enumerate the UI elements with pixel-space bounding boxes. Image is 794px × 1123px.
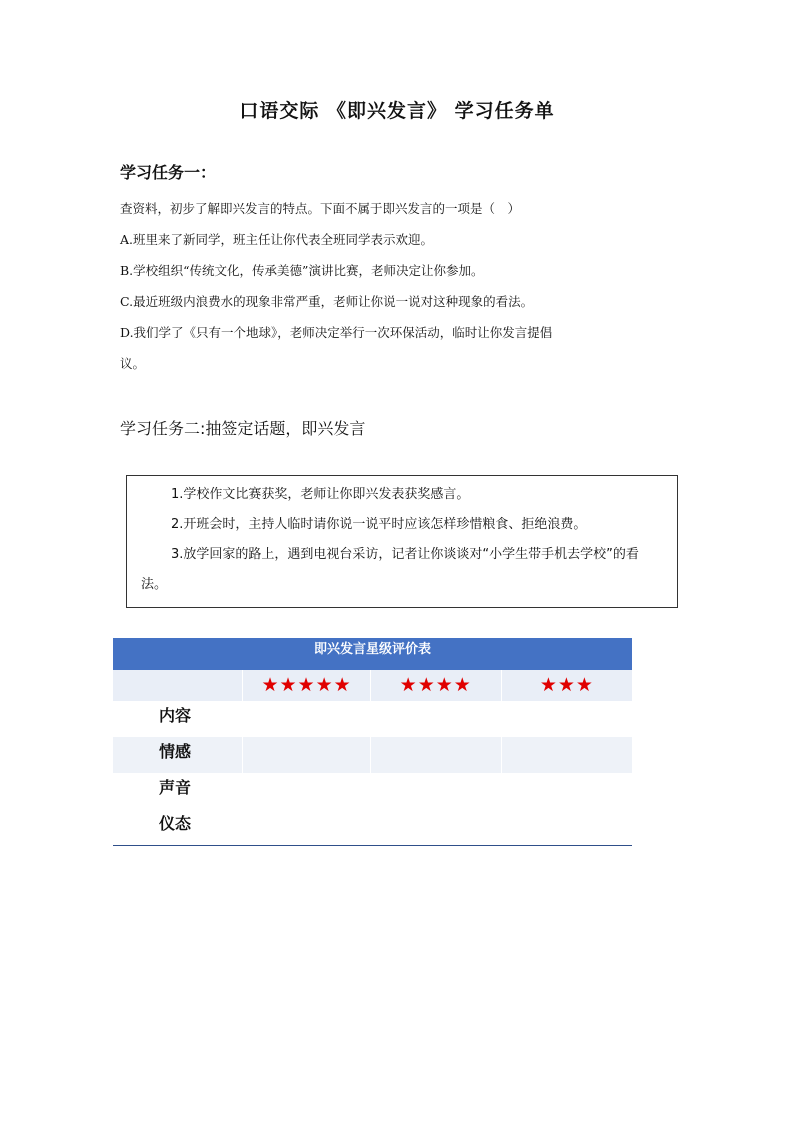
table-bottom-border [113,845,632,846]
criteria-row-manner [113,809,632,845]
stars-row [113,670,632,701]
task1-heading: 学习任务一： [120,163,217,182]
topic-box [126,475,678,608]
criteria-row-content [113,701,632,737]
task1-question: 查资料，初步了解即兴发言的特点。下面不属于即兴发言的一项是（ ） [120,201,521,216]
task1-option-a: A.班里来了新同学，班主任让你代表全班同学表示欢迎。 [120,232,434,247]
evaluation-table [113,638,632,846]
criteria-row-emotion [113,737,632,773]
rating-3-stars: ★★★ [501,670,632,701]
criteria-label: 内容 [159,706,192,725]
topic-1: 1.学校作文比赛获奖，老师让你即兴发表获奖感言。 [171,487,470,502]
evaluation-title: 即兴发言星级评价表 [113,638,632,670]
criteria-label: 仪态 [159,814,192,833]
page-title: 口语交际 《即兴发言》 学习任务单 [239,100,555,122]
rating-4-stars: ★★★★ [370,670,501,701]
topic-2: 2.开班会时，主持人临时请你说一说平时应该怎样珍惜粮食、拒绝浪费。 [171,517,587,532]
criteria-label: 声音 [159,778,192,797]
rating-5-stars: ★★★★★ [242,670,369,701]
task1-option-c: C.最近班级内浪费水的现象非常严重，老师让你说一说对这种现象的看法。 [120,294,534,309]
criteria-row-voice [113,773,632,809]
task1-option-b: B.学校组织“传统文化，传承美德”演讲比赛，老师决定让你参加。 [120,263,484,278]
task1-option-d-cont: 议。 [120,356,146,371]
criteria-label: 情感 [159,742,192,761]
task1-question-block [120,193,680,379]
task2-heading: 学习任务二:抽签定话题，即兴发言 [120,419,366,438]
topic-3: 3.放学回家的路上，遇到电视台采访，记者让你谈谈对“小学生带手机去学校”的看法。 [141,547,639,592]
task1-option-d: D.我们学了《只有一个地球》，老师决定举行一次环保活动，临时让你发言提倡 [120,325,553,340]
